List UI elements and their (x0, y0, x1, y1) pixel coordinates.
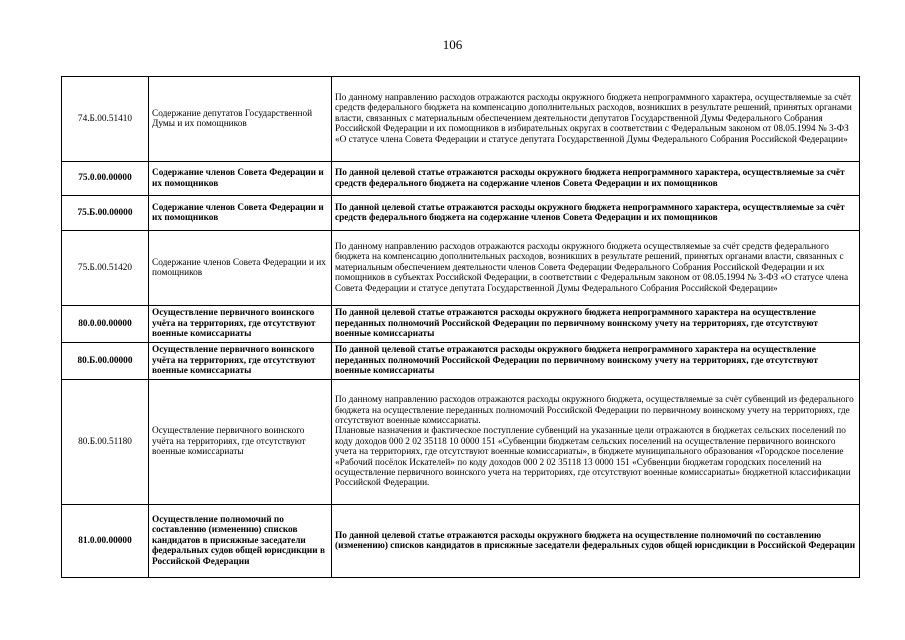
row-description-paragraph: По данному направлению расходов отражаются расходы окружного бюджета, осуществляемые за счёт субвенций из федерального бюджета на осуществление переданных полномочий Российской Федерации по первичному воинскому учету на территориях, где отсутствуют военные комиссариаты. (335, 395, 854, 426)
row-code: 81.0.00.00000 (62, 505, 149, 578)
table-row (62, 343, 860, 380)
table-row (62, 306, 860, 343)
row-name: Осуществление полномочий по составлению (изменению) списков кандидатов в присяжные заседатели федеральных судов общей юрисдикции в Российской Федерации (149, 505, 332, 578)
row-code: 80.0.00.00000 (62, 306, 149, 343)
row-description (332, 306, 860, 343)
row-description (332, 196, 860, 231)
row-name: Содержание депутатов Государственной Думы и их помощников (149, 77, 332, 162)
row-description-paragraph: По данному направлению расходов отражаются расходы окружного бюджета осуществляемые за счёт средств федерального бюджета на компенсацию дополнительных расходов, возникших в результате решений, принятых органами власти, связанных с материальным обеспечением деятельности членов Совета Федерации Федерального Собрания Российской Федерации и их помощников в субъектах Российской Федерации, в соответствии с Федеральным законом от 08.05.1994 № 3-ФЗ «О статусе члена Совета Федерации и статусе депутата Государственной Думы Федерального Собрания Российской Федерации» (335, 241, 849, 294)
row-code: 80.Б.00.51180 (62, 380, 149, 505)
row-code: 74.Б.00.51410 (62, 77, 149, 162)
table-row (62, 380, 860, 505)
page-number: 106 (442, 37, 463, 52)
row-name: Осуществление первичного воинского учёта на территориях, где отсутствуют военные комиссариаты (149, 343, 332, 380)
row-code: 75.0.00.00000 (62, 162, 149, 196)
table-row (62, 196, 860, 231)
row-name: Содержание членов Совета Федерации и их помощников (149, 196, 332, 231)
row-description (332, 77, 860, 162)
row-code: 75.Б.00.51420 (62, 231, 149, 306)
row-name: Содержание членов Совета Федерации и их помощников (149, 231, 332, 306)
table-row (62, 77, 860, 162)
row-description-paragraph: По данной целевой статье отражаются расходы окружного бюджета непрограммного характера, осуществляемые за счёт средств федерального бюджета на содержание членов Совета Федерации и их помощников (335, 202, 845, 223)
row-description (332, 505, 860, 578)
row-description-paragraph: По данной целевой статье отражаются расходы окружного бюджета на осуществление полномочий по составлению (изменению) списков кандидатов в присяжные заседатели федеральных судов общей юрисдикции в Российской Федерации (335, 530, 856, 551)
row-name: Осуществление первичного воинского учёта на территориях, где отсутствуют военные комиссариаты (149, 306, 332, 343)
row-name: Содержание членов Совета Федерации и их помощников (149, 162, 332, 196)
table-row (62, 162, 860, 196)
row-description (332, 162, 860, 196)
row-code: 75.Б.00.00000 (62, 196, 149, 231)
row-description (332, 231, 860, 306)
row-description (332, 380, 860, 505)
table-row (62, 231, 860, 306)
row-description-paragraph: Плановые назначения и фактическое поступление субвенций на указанные цели отражаются в бюджетах сельских поселений по коду доходов 000 2 02 35118 10 0000 151 «Субвенции бюджетам сельских поселений на осуществление первичного воинского учета на территориях, где отсутствуют военные комиссариаты», в бюджете муниципального образования «Городское поселение «Рабочий посёлок Искателей» по коду доходов 000 2 02 35118 13 0000 151 «Субвенции бюджетам городских поселений на осуществление первичного воинского учета на территориях, где отсутствуют военные комиссариаты» бюджетной классификации Российской Федерации. (335, 426, 851, 489)
row-description-paragraph: По данной целевой статье отражаются расходы окружного бюджета непрограммного характера, осуществляемые за счёт средств федерального бюджета на содержание членов Совета Федерации и их помощников (335, 168, 845, 189)
table-row (62, 505, 860, 578)
row-code: 80.Б.00.00000 (62, 343, 149, 380)
row-description-paragraph: По данной целевой статье отражаются расходы окружного бюджета непрограммного характера на осуществление переданных полномочий Российской Федерации по первичному воинскому учету на территориях, где отсутствуют военные комиссариаты (335, 345, 818, 377)
row-description (332, 343, 860, 380)
row-name: Осуществление первичного воинского учёта на территориях, где отсутствуют военные комиссариаты (149, 380, 332, 505)
row-description-paragraph: По данному направлению расходов отражаются расходы окружного бюджета непрограммного характера, осуществляемые за счёт средств федерального бюджета на компенсацию дополнительных расходов, возникших в результате решений, принятых органами власти, связанных с материальным обеспечением деятельности депутатов Государственной Думы Федерального Собрания Российской Федерации и их помощников в избирательных округах в соответствии с Федеральным законом от 08.05.1994 № 3-ФЗ «О статусе члена Совета Федерации и статусе депутата Государственной Думы Федерального Собрания Российской Федерации» (335, 92, 852, 145)
row-description-paragraph: По данной целевой статье отражаются расходы окружного бюджета непрограммного характера на осуществление переданных полномочий Российской Федерации по первичному воинскому учету на территориях, где отсутствуют военные комиссариаты (335, 308, 818, 340)
table-body (62, 77, 860, 578)
budget-classification-table (61, 76, 860, 578)
